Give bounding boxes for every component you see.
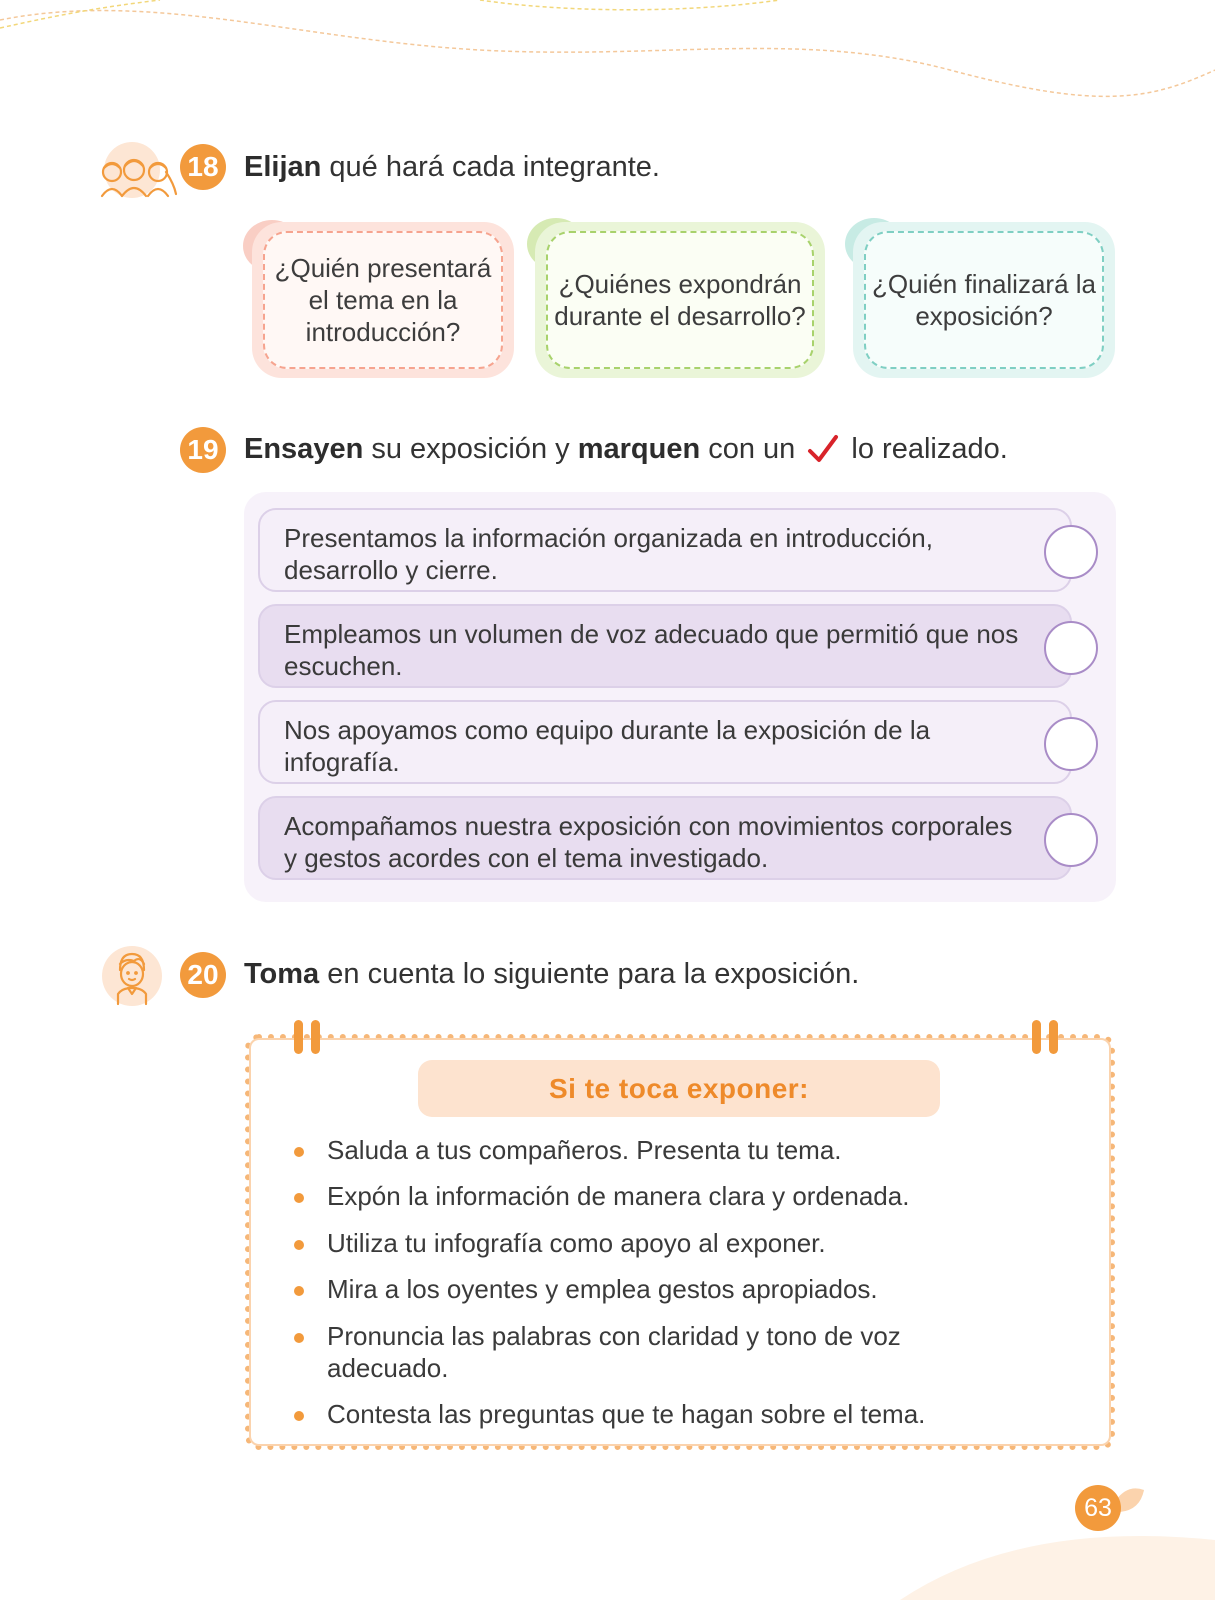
activity-number-19: 19 — [180, 427, 226, 473]
checklist-item — [258, 604, 1072, 688]
question-box-introduction — [252, 222, 514, 378]
activity-18-heading — [244, 151, 660, 184]
tip-text: Pronuncia las palabras con claridad y tono de voz adecuado. — [327, 1321, 901, 1383]
page-number: 63 — [1075, 1485, 1121, 1531]
heading-mid: su exposición y — [363, 433, 578, 465]
heading-bold: Toma — [244, 958, 320, 990]
heading-bold: Ensayen — [244, 433, 364, 465]
binder-clip — [294, 1020, 303, 1054]
question-text: ¿Quién presentará el tema en la introducción? — [263, 231, 503, 369]
question-box-development — [535, 222, 825, 378]
tip-text: Mira a los oyentes y emplea gestos apropiados. — [327, 1274, 878, 1304]
heading-rest: lo realizado. — [843, 433, 1008, 465]
activity-20-heading — [244, 958, 859, 991]
checkbox-circle[interactable] — [1044, 813, 1098, 867]
activity-number-20: 20 — [180, 952, 226, 998]
bullet-icon — [294, 1147, 304, 1157]
checklist-item — [258, 508, 1072, 592]
tip-text: Expón la información de manera clara y ordenada. — [327, 1181, 910, 1211]
bullet-icon — [294, 1193, 304, 1203]
three-children-icon — [96, 140, 186, 202]
checkmark-icon — [807, 434, 839, 464]
decorative-top-waves — [0, 0, 1215, 110]
decorative-bottom-blob — [900, 1520, 1215, 1600]
checklist-item — [258, 796, 1072, 880]
heading-bold: marquen — [577, 433, 701, 465]
heading-mid: con un — [700, 433, 804, 465]
tip-text: Contesta las preguntas que te hagan sobre el tema. — [327, 1399, 926, 1429]
question-text: ¿Quién finalizará la exposición? — [864, 231, 1104, 369]
checkbox-circle[interactable] — [1044, 525, 1098, 579]
binder-clip — [311, 1020, 320, 1054]
checkbox-circle[interactable] — [1044, 621, 1098, 675]
tips-panel-title: Si te toca exponer: — [418, 1060, 940, 1117]
question-text: ¿Quiénes expondrán durante el desarrollo? — [546, 231, 814, 369]
binder-clip — [1032, 1020, 1041, 1054]
activity-number-18: 18 — [180, 144, 226, 190]
bullet-icon — [294, 1333, 304, 1343]
boy-icon — [100, 944, 164, 1008]
tip-text: Saluda a tus compañeros. Presenta tu tema. — [327, 1135, 842, 1165]
checklist-item — [258, 700, 1072, 784]
checklist-item-text: Empleamos un volumen de voz adecuado que permitió que nos escuchen. — [284, 619, 1019, 681]
question-box-closing — [853, 222, 1115, 378]
checklist-item-text: Acompañamos nuestra exposición con movimientos corporales y gestos acordes con el tema investigado. — [284, 811, 1013, 873]
tip-text: Utiliza tu infografía como apoyo al exponer. — [327, 1228, 826, 1258]
bullet-icon — [294, 1286, 304, 1296]
activity-19-heading — [244, 433, 1008, 466]
checklist-item-text: Nos apoyamos como equipo durante la exposición de la infografía. — [284, 715, 931, 777]
heading-bold: Elijan — [244, 151, 322, 183]
heading-rest: qué hará cada integrante. — [321, 151, 660, 183]
bullet-icon — [294, 1411, 304, 1421]
bullet-icon — [294, 1240, 304, 1250]
checkbox-circle[interactable] — [1044, 717, 1098, 771]
binder-clip — [1049, 1020, 1058, 1054]
checklist-item-text: Presentamos la información organizada en introducción, desarrollo y cierre. — [284, 523, 933, 585]
heading-rest: en cuenta lo siguiente para la exposición. — [319, 958, 860, 990]
